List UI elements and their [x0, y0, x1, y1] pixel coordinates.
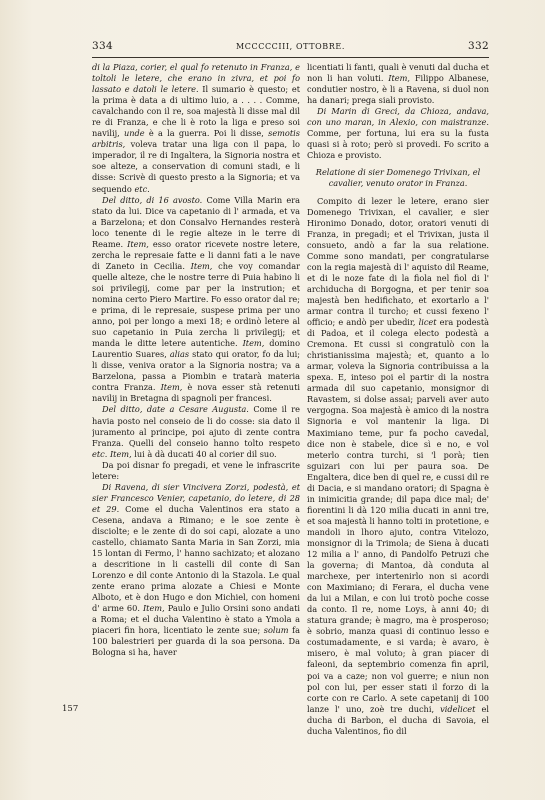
italic-run: licet: [418, 317, 437, 328]
section-heading: [307, 167, 489, 189]
text-run: Il sumario è questo; et la prima è data a di ultimo luio, a . . . . Comme, cavalchando con il re, soa majestà li disse mal dil re di Franza, e che li è roto la liga e preso soi navilij,: [92, 84, 300, 139]
italic-run: videlicet: [440, 703, 476, 714]
paragraph: [92, 404, 300, 459]
text-run: Come el ducha Valentinos era stato a Cesena, andava a Rimano; e le soe zente è disciolte; e le zente di do soi capi, alozate a uno castello, chiamato Santa Maria in San Zorzi, mia 15 lontan di Fermo, l' hanno sachizato; et alozano a descritione in li castelli dil conte di San Lorenzo e dil conte Antonio di la Stazola. Le qual zente erano prima alozate a Chiesi e Monte Alboto, et è don Hugo e don Michiel, con homeni d' arme 60.: [92, 503, 300, 614]
text-run: stato qui orator, fo da lui; li disse, veniva orator a la Signoria nostra; va a Barzelona, passa a Piombin e tratarà materia contra Franza.: [92, 349, 300, 393]
italic-run: semotis arbitris,: [92, 128, 300, 150]
text-run: el ducha di Barbon, el ducha di Savoia, el ducha Valentinos, fio dil: [307, 703, 489, 736]
italic-run: Item,: [142, 603, 165, 614]
text-run: che voy comandar quelle alteze, che le nostre terre di Puia habino li soi privilegij, come par per la instrution; et nomina certo Piero Martire. Fo esso orator dal re; e prima, di le represaie, suspese prima per uno anno, poi per longo a mexi 18; e ordinò letere al suo capetanio in Puia zercha li privilegij; et manda le ditte letere autentiche.: [92, 260, 300, 349]
text-run: è a la guerra. Poi li disse,: [144, 128, 269, 139]
italic-run: etc.: [92, 448, 108, 459]
text-run: Comme, per fortuna, lui era su la fusta quasi si à roto; però si provedi. Fo scrito a Chioza e provisto.: [307, 128, 489, 161]
text-run: licentiati li fanti, quali è venuti dal ducha et non li han voluti.: [307, 62, 489, 84]
paragraph: [92, 195, 300, 405]
text-run: voleva tratar una liga con il papa, lo imperador, il re di Ingaltera, la Signoria nostra et soe alteze, a conservation di comuni stadi, e li disse: Scrivè di questo presto a la Signoria; et va sequendo: [92, 139, 300, 194]
page-header: [92, 40, 489, 54]
paragraph: [92, 482, 300, 659]
paragraph: [92, 460, 300, 482]
italic-run: Relatione di sier Domenego Trivixan, el cavalier, venuto orator in Franza.: [315, 167, 481, 189]
margin-number: 157: [62, 704, 79, 714]
text-run: è nova esser stà retenuti navilij in Bretagna di spagnoli per francesi.: [92, 382, 300, 404]
italic-run: Item,: [160, 382, 183, 393]
text-run: esso orator ricevete nostre letere, zercha le represaie fatte e li danni fati a le nave di Zaneto in Cecilia.: [92, 238, 300, 271]
italic-run: etc.: [134, 183, 150, 194]
text-run: lui à dà ducati 40 al corier dil suo.: [131, 448, 277, 459]
text-run: Come il re havia posto nel conseio de li do cosse: sia dato il juramento al principe, poi ajuto di zente contra Franza. Quelli del conseio hanno tolto respeto: [92, 404, 300, 448]
italic-run: unde: [124, 128, 145, 139]
italic-run: Item,: [388, 73, 411, 84]
italic-run: Del ditto, di 16 avosto.: [102, 194, 203, 205]
paragraph: [307, 106, 489, 161]
running-head: MCCCCCIII, OTTOBRE.: [236, 42, 345, 51]
left-page-number: 334: [92, 40, 113, 52]
italic-run: Di Ravena, di sier Vincivera Zorzi, podestà, et sier Francesco Venier, capetanio, do letere, di 28 et 29.: [92, 481, 300, 514]
italic-run: Di Marin di Greci, da Chioza, andava, con uno maran, in Alexio, con maistranze.: [307, 106, 489, 128]
text-run: fa 100 balestrieri per guarda di la soa persona. Da Bologna si ha, haver: [92, 625, 300, 658]
text-run: Da poi disnar fo pregadi, et vene le infrascrite letere:: [92, 459, 300, 481]
italic-run: solum: [263, 625, 289, 636]
paragraph: [92, 62, 300, 195]
text-run: Come Villa Marin era stato da lui. Dice va capetanio di l' armada, et va a Barzelona; et don Consalvo Hernandes resterà loco tenente di le regie alteze in le terre di Reame.: [92, 194, 300, 249]
italic-run: Item,: [190, 260, 213, 271]
italic-run: Item,: [242, 338, 265, 349]
header-rule: [92, 57, 489, 58]
left-column: [92, 62, 300, 762]
text-run: Paulo e Julio Orsini sono andati a Roma; et el ducha Valentino è stato a Ymola a piaceri fin hora, licentiato le zente sue;: [92, 603, 300, 636]
italic-run: Item,: [109, 448, 132, 459]
text-run: domino Laurentio Suares,: [92, 338, 300, 360]
text-run: Compito di lezer le letere, erano sier Domenego Trivixan, el cavalier, e sier Hironimo Donado, dotor, oratori venuti di Franza, in pregadi; et el Trivixan, justa il consueto, andò a far la sua relatione. Comme sono mandati, per congratularse con la regia majestà di l' aquisto dil Reame, et di le noze fate di la fiola nel fiol di l' archiducha di Borgogna, et per tenir soa majestà ben hedifichato, et exortarlo a l' armar contra il turcho; et cussi fexeno l' officio; e andò per ubedir,: [307, 195, 489, 328]
paragraph: [307, 196, 489, 737]
italic-run: alias: [169, 349, 190, 360]
italic-run: di la Piaza, corier, el qual fo retenuto in Franza, e toltoli le letere, che erano in zivra, et poi fo lassato e datoli le letere.: [92, 62, 300, 95]
right-page-number: 332: [468, 40, 489, 52]
text-run: Filippo Albanese, condutier nostro, è li a Ravena, si duol non ha danari; prega siali provisto.: [307, 73, 489, 106]
italic-run: Item,: [127, 238, 149, 249]
right-column: [307, 62, 489, 762]
italic-run: Del ditto, date a Cesare Augusta.: [102, 404, 249, 415]
paragraph: [307, 62, 489, 106]
text-run: era podestà di Padoa, et il colega electo podestà a Cremona. Et cussi si congratulò con la christianissima majestà; et, quanto a lo armar, voleva la Signoria contribuissa a la spexa. E, inteso poi el partir di la nostra armada dil suo capetanio, monsignor di Ravastem, si dolse assai; parveli aver auto vergogna. Soa majestà è amico di la nostra Signoria e vol mantenir la liga. Di Maximiano teme, pur fa pocho cavedal, dice non è stabele, dice sì e no, e vol meterlo contra turchi, si 'l porà; tien sguizari con lui per paura soa. De Engaltera, dice ben di quel re, e cussi dil re di Dacia, e si mandano oratori; di Spagna è in inimicitia grande; dil papa dice mal; de' fiorentini li dà 120 milia ducati in anni tre, et soa majestà li hanno tolti in protetione, e mandoli in lhoro ajuto, contra Vitelozo, monsignor di la Trimola; de Siena à ducati 12 milia a l' anno, di Pandolfo Petruzi che la governa; di Mantoa, dà conduta al marchexe, per intertenirlo non si acordi con Maximiano; di Ferara, el ducha vene da lui a Milan, e con lui trotò poche cosse da conto. Il re, nome Loys, à anni 40; di statura grande; è magro, ma è prosperoso; è sobrio, manza quasi di continuo lesso e costumadamente, e si varda; è avaro, è misero, è mal voluto; à gran piacer di faleoni, da septembrio comenza fin april, poi va a caze; non vol guerre; e niun non pol con lui, per esser stati il forzo di la corte con re Carlo. A sete capetanij di 100 lanze l' uno, zoè tre duchi,: [307, 317, 489, 714]
